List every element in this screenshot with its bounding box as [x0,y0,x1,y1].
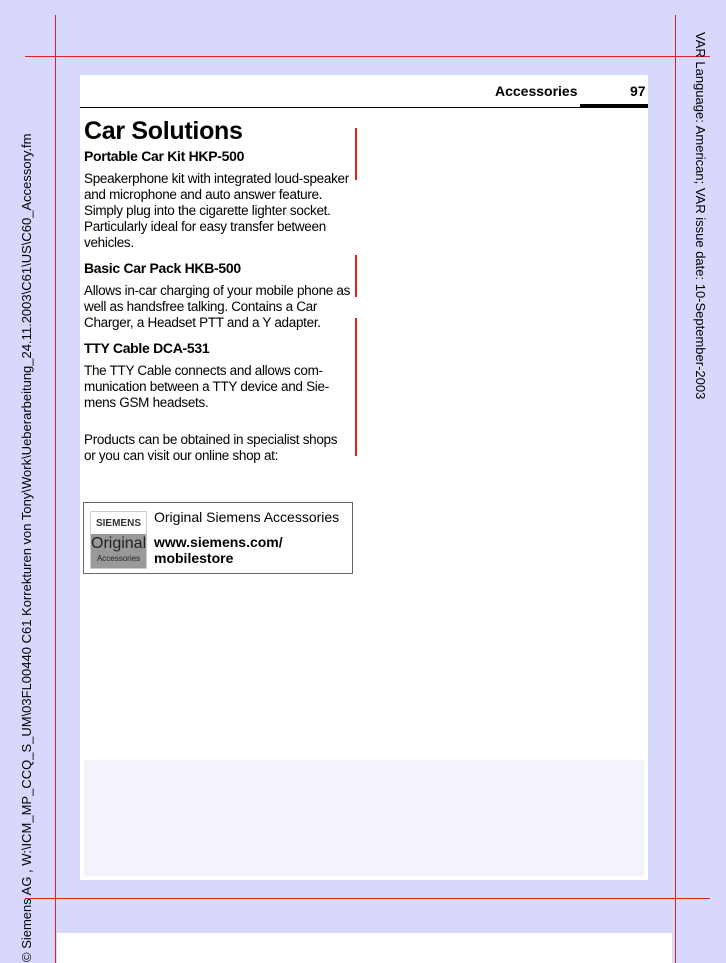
crop-line [25,898,710,899]
crop-line [675,15,676,963]
header-rule [80,107,648,108]
siemens-logo [90,511,147,569]
var-info: VAR Language: American; VAR issue date: 10-September-2003 [693,32,708,400]
shop-label: Original Siemens Accessories [154,509,340,525]
item-heading: Portable Car Kit HKP-500 [84,148,245,164]
change-bar [355,128,357,180]
section-title: Accessories [495,83,578,99]
item-body: Allows in-car charging of your mobile phone as well as handsfree talking. Contains a Car Charger, a Headset PTT and a Y adapter. [84,283,351,330]
content [84,117,352,464]
page-title: Car Solutions [84,117,243,145]
item-body: Speakerphone kit with integrated loud-speaker and microphone and auto answer feature. Simply plug into the cigarette lighter socket. Particularly ideal for easy transfer between vehicles. [84,171,349,250]
logo-accessories: Accessories [96,554,141,563]
item-heading: Basic Car Pack HKB-500 [84,260,241,276]
crop-line [25,56,710,57]
page-number: 97 [630,83,646,99]
shop-text: Products can be obtained in specialist shops or you can visit our online shop at: [84,432,338,463]
file-path: © Siemens AG , W:\ICM_MP_CCQ_S_UM\03FL00440 C61 Korrekturen von Tony\Work\Ueberarbeitung_24.11.2003\C61\US\C60_Accessory.fm [19,133,34,962]
shop-box [83,502,353,574]
item-heading: TTY Cable DCA-531 [84,340,210,356]
logo-original: Original [91,535,147,552]
change-bar [355,255,357,297]
bottom-margin [57,933,672,963]
item-body: The TTY Cable connects and allows com-munication between a TTY device and Sie-mens GSM headsets. [84,363,329,410]
logo-brand: SIEMENS [95,518,141,529]
footer-area [84,760,644,876]
header-rule-bar [580,104,648,108]
crop-line [55,15,56,963]
change-bar [355,318,357,456]
shop-url[interactable]: www.siemens.com/ mobilestore [154,534,283,566]
